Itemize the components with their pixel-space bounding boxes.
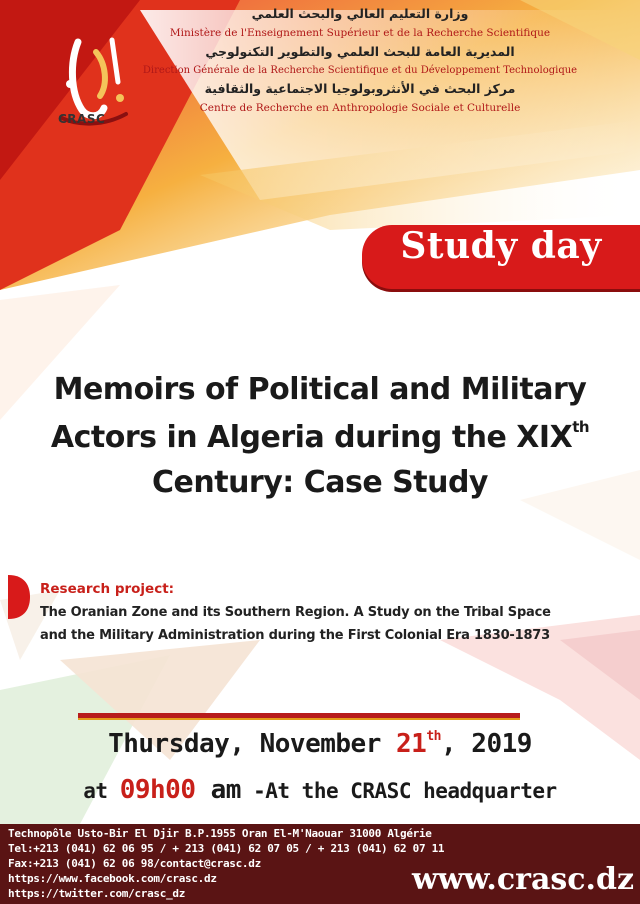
research-marker-icon xyxy=(8,575,30,619)
date-prefix: Thursday, November xyxy=(108,729,397,759)
center-french: Centre de Recherche en Anthropologie Sociale et Culturelle xyxy=(199,102,521,114)
research-project-label: Research project: xyxy=(40,581,175,597)
direction-french: Direction Générale de la Recherche Scientifique et du Développement Technologique xyxy=(142,65,578,76)
event-title-line-2 xyxy=(20,420,620,455)
center-arabic: مركز البحث في الأنثروبولوجيا الاجتماعية والثقافية xyxy=(204,81,516,96)
website-link[interactable]: www.crasc.dz xyxy=(411,862,634,897)
time-prefix: at xyxy=(83,779,120,803)
event-title-line-3: Century: Case Study xyxy=(152,465,488,500)
direction-arabic: المديرية العامة للبحث العلمي والتطوير التكنولوجي xyxy=(205,44,515,59)
event-title-superscript: th xyxy=(572,418,590,436)
date-year: , 2019 xyxy=(440,729,532,759)
event-title-line-2-text: Actors in Algeria during the XIX xyxy=(50,420,573,455)
footer-address: Technopôle Usto-Bir El Djir B.P.1955 Oran El-M'Naouar 31000 Algérie xyxy=(8,827,432,840)
ministry-french: Ministère de l'Enseignement Supérieur et de la Recherche Scientifique xyxy=(169,27,551,39)
date-superscript: th xyxy=(426,729,441,744)
time-ampm: am xyxy=(195,775,241,805)
time-location: -At the CRASC headquarter xyxy=(240,779,557,803)
time-value: 09h00 xyxy=(119,775,196,805)
date-day: 21 xyxy=(396,729,427,759)
date-divider-accent xyxy=(78,718,520,720)
research-project-line-1: The Oranian Zone and its Southern Region. A Study on the Tribal Space xyxy=(40,605,551,620)
research-project-line-2: and the Military Administration during the First Colonial Era 1830-1873 xyxy=(40,628,550,643)
study-day-label: Study day xyxy=(400,225,602,267)
event-title-line-1: Memoirs of Political and Military xyxy=(53,372,587,407)
event-time xyxy=(0,775,640,805)
footer-fax: Fax:+213 (041) 62 06 98/contact@crasc.dz xyxy=(8,857,261,870)
ministry-arabic: وزارة التعليم العالي والبحث العلمي xyxy=(251,6,469,21)
footer-tel: Tel:+213 (041) 62 06 95 / + 213 (041) 62 07 05 / + 213 (041) 62 07 11 xyxy=(8,842,445,855)
footer-twitter-link[interactable]: https://twitter.com/crasc_dz xyxy=(8,887,186,900)
event-date xyxy=(0,729,640,759)
footer-facebook-link[interactable]: https://www.facebook.com/crasc.dz xyxy=(8,872,217,885)
logo-caption: CRASC xyxy=(58,112,106,126)
